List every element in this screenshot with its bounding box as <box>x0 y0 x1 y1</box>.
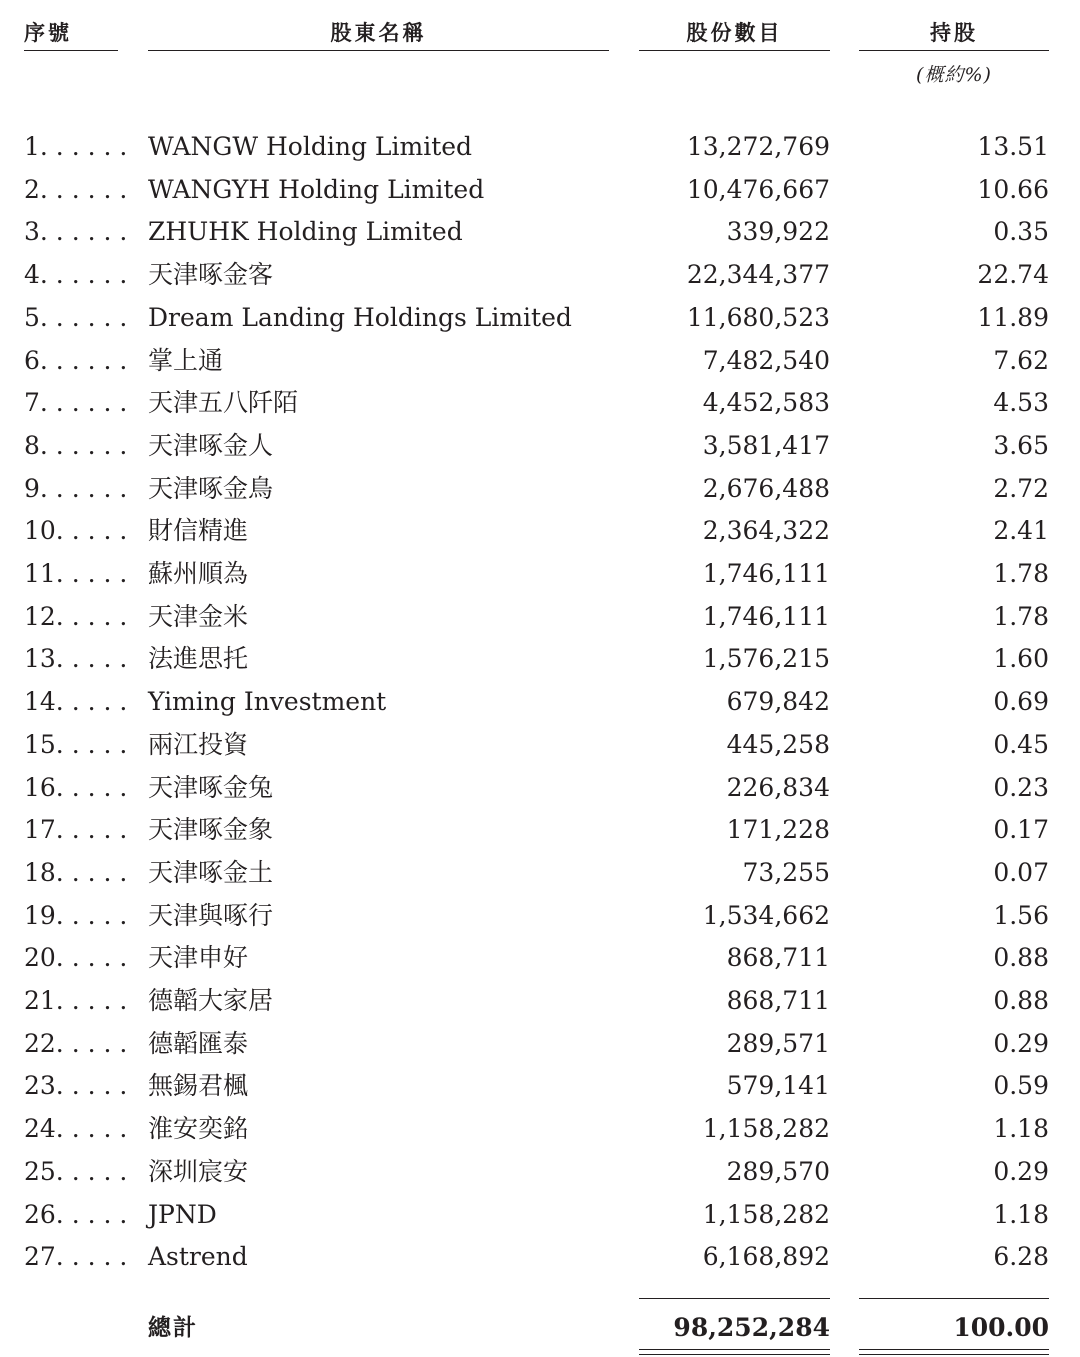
row-shareholder-name: 蘇州順為 <box>148 559 249 588</box>
row-shareholding-pct: 1.18 <box>993 1199 1049 1229</box>
row-share-count: 171,228 <box>726 815 830 845</box>
row-share-count: 2,364,322 <box>702 516 830 546</box>
row-seq: 23. . . . . <box>24 1071 128 1101</box>
row-shareholding-pct: 0.17 <box>993 815 1049 845</box>
row-seq: 14. . . . . <box>24 687 128 717</box>
row-seq: 9. . . . . . <box>24 473 128 503</box>
table-row <box>0 809 1080 851</box>
row-share-count: 868,711 <box>726 986 830 1015</box>
row-shareholding-pct: 1.18 <box>993 1114 1049 1144</box>
table-row <box>0 1108 1080 1150</box>
row-shareholding-pct: 1.78 <box>993 601 1049 631</box>
row-share-count: 13,272,769 <box>686 132 830 161</box>
row-shareholder-name: 德韜匯泰 <box>148 1028 249 1058</box>
row-seq: 26. . . . . <box>24 1199 128 1229</box>
row-share-count: 339,922 <box>726 217 830 247</box>
row-share-count: 579,141 <box>726 1071 830 1101</box>
row-seq: 17. . . . . <box>24 815 128 845</box>
row-shareholder-name: 深圳宸安 <box>148 1156 249 1186</box>
total-top-rule-pct <box>859 1298 1049 1299</box>
row-shareholding-pct: 0.88 <box>993 986 1049 1015</box>
row-share-count: 2,676,488 <box>702 473 830 503</box>
row-seq: 1. . . . . . <box>24 132 128 161</box>
row-shareholding-pct: 2.72 <box>993 473 1049 503</box>
row-shareholding-pct: 0.29 <box>993 1028 1049 1058</box>
header-shareholding-sub: (概約%) <box>916 64 992 86</box>
table-row <box>0 297 1080 339</box>
row-shareholder-name: 天津啄金土 <box>148 857 274 887</box>
row-shareholder-name: 兩江投資 <box>148 729 249 759</box>
row-seq: 16. . . . . <box>24 772 128 802</box>
row-share-count: 1,746,111 <box>702 601 830 631</box>
table-row <box>0 767 1080 809</box>
row-seq: 2. . . . . . <box>24 174 128 204</box>
row-shareholding-pct: 0.07 <box>993 857 1049 887</box>
row-shareholder-name: WANGYH Holding Limited <box>148 174 485 204</box>
row-shareholder-name: 天津啄金鳥 <box>148 473 274 503</box>
row-shareholding-pct: 0.59 <box>993 1071 1049 1101</box>
header-share-count: 股份數目 <box>639 18 830 51</box>
table-row <box>0 1194 1080 1236</box>
table-row <box>0 382 1080 424</box>
row-shareholding-pct: 1.56 <box>993 900 1049 930</box>
row-seq: 13. . . . . <box>24 644 128 674</box>
row-share-count: 679,842 <box>726 687 830 717</box>
total-double-rule-pct-1 <box>859 1349 1049 1350</box>
table-row <box>0 1236 1080 1278</box>
row-shareholder-name: 天津啄金象 <box>148 815 274 845</box>
table-row <box>0 1151 1080 1193</box>
row-seq: 18. . . . . <box>24 857 128 887</box>
table-row <box>0 596 1080 638</box>
row-share-count: 1,746,111 <box>702 559 830 588</box>
row-share-count: 7,482,540 <box>702 345 830 375</box>
row-shareholding-pct: 0.35 <box>993 217 1049 247</box>
row-share-count: 6,168,892 <box>702 1242 830 1272</box>
row-share-count: 1,158,282 <box>702 1114 830 1144</box>
row-shareholder-name: Dream Landing Holdings Limited <box>148 302 572 332</box>
table-row <box>0 638 1080 680</box>
table-row <box>0 211 1080 253</box>
row-shareholder-name: WANGW Holding Limited <box>148 132 473 161</box>
row-shareholder-name: JPND <box>148 1199 217 1229</box>
row-seq: 3. . . . . . <box>24 217 128 247</box>
total-pct: 100.00 <box>953 1313 1049 1342</box>
table-row <box>0 126 1080 168</box>
table-row <box>0 169 1080 211</box>
row-shareholder-name: 天津申好 <box>148 943 249 973</box>
row-seq: 6. . . . . . <box>24 345 128 375</box>
row-shareholder-name: 無錫君楓 <box>148 1071 249 1101</box>
total-double-rule-shares-2 <box>639 1354 830 1355</box>
row-shareholding-pct: 1.78 <box>993 559 1049 588</box>
row-shareholder-name: 淮安奕銘 <box>148 1114 249 1144</box>
row-shareholder-name: 天津啄金客 <box>148 260 274 290</box>
row-shareholding-pct: 1.60 <box>993 644 1049 674</box>
row-share-count: 11,680,523 <box>686 302 830 332</box>
row-share-count: 1,576,215 <box>702 644 830 674</box>
total-shares: 98,252,284 <box>673 1313 830 1342</box>
row-share-count: 289,570 <box>726 1156 830 1186</box>
row-share-count: 4,452,583 <box>702 388 830 418</box>
total-top-rule-shares <box>639 1298 830 1299</box>
row-shareholder-name: ZHUHK Holding Limited <box>148 217 463 247</box>
table-row <box>0 980 1080 1022</box>
row-shareholding-pct: 7.62 <box>993 345 1049 375</box>
row-share-count: 10,476,667 <box>686 174 830 204</box>
table-row <box>0 468 1080 510</box>
row-shareholder-name: 天津啄金兔 <box>148 772 274 802</box>
row-shareholder-name: 天津啄金人 <box>148 430 274 460</box>
row-shareholding-pct: 10.66 <box>977 174 1049 204</box>
row-share-count: 3,581,417 <box>702 430 830 460</box>
row-seq: 7. . . . . . <box>24 388 128 418</box>
row-share-count: 289,571 <box>726 1028 830 1058</box>
row-seq: 20. . . . . <box>24 943 128 973</box>
table-row <box>0 340 1080 382</box>
row-seq: 24. . . . . <box>24 1114 128 1144</box>
total-row <box>0 1307 1080 1349</box>
row-share-count: 22,344,377 <box>686 260 830 290</box>
row-seq: 19. . . . . <box>24 900 128 930</box>
row-shareholder-name: 德韜大家居 <box>148 986 274 1015</box>
row-seq: 12. . . . . <box>24 601 128 631</box>
table-row <box>0 553 1080 595</box>
row-share-count: 73,255 <box>742 857 830 887</box>
row-shareholding-pct: 22.74 <box>977 260 1049 290</box>
header-shareholding: 持股 <box>859 18 1049 51</box>
row-shareholding-pct: 11.89 <box>977 302 1049 332</box>
row-shareholding-pct: 0.88 <box>993 943 1049 973</box>
row-shareholder-name: Astrend <box>148 1242 248 1272</box>
row-seq: 27. . . . . <box>24 1242 128 1272</box>
row-shareholder-name: 掌上通 <box>148 345 224 375</box>
table-row <box>0 510 1080 552</box>
table-row <box>0 895 1080 937</box>
row-share-count: 226,834 <box>726 772 830 802</box>
total-double-rule-shares-1 <box>639 1349 830 1350</box>
row-seq: 8. . . . . . <box>24 430 128 460</box>
total-double-rule-pct-2 <box>859 1354 1049 1355</box>
header-seq: 序號 <box>24 18 118 51</box>
row-seq: 15. . . . . <box>24 729 128 759</box>
row-shareholding-pct: 0.69 <box>993 687 1049 717</box>
table-row <box>0 681 1080 723</box>
row-shareholder-name: 法進思托 <box>148 644 249 674</box>
row-shareholder-name: 天津金米 <box>148 601 249 631</box>
row-seq: 11. . . . . <box>24 559 128 588</box>
row-seq: 10. . . . . <box>24 516 128 546</box>
row-shareholder-name: 天津五八阡陌 <box>148 388 299 418</box>
row-shareholding-pct: 4.53 <box>993 388 1049 418</box>
row-shareholding-pct: 3.65 <box>993 430 1049 460</box>
row-seq: 4. . . . . . <box>24 260 128 290</box>
row-seq: 25. . . . . <box>24 1156 128 1186</box>
header-shareholder-name: 股東名稱 <box>148 18 609 51</box>
row-seq: 21. . . . . <box>24 986 128 1015</box>
row-share-count: 445,258 <box>726 729 830 759</box>
row-shareholder-name: 財信精進 <box>148 516 249 546</box>
table-row <box>0 425 1080 467</box>
row-seq: 5. . . . . . <box>24 302 128 332</box>
row-shareholder-name: 天津與啄行 <box>148 900 274 930</box>
table-row <box>0 852 1080 894</box>
table-row <box>0 1065 1080 1107</box>
table-row <box>0 937 1080 979</box>
row-shareholding-pct: 0.29 <box>993 1156 1049 1186</box>
row-shareholding-pct: 2.41 <box>993 516 1049 546</box>
row-seq: 22. . . . . <box>24 1028 128 1058</box>
total-label: 總計 <box>148 1315 198 1341</box>
row-shareholding-pct: 13.51 <box>977 132 1049 161</box>
table-row <box>0 1023 1080 1065</box>
row-share-count: 1,158,282 <box>702 1199 830 1229</box>
row-share-count: 868,711 <box>726 943 830 973</box>
row-shareholding-pct: 6.28 <box>993 1242 1049 1272</box>
table-row <box>0 724 1080 766</box>
table-row <box>0 254 1080 296</box>
row-shareholding-pct: 0.23 <box>993 772 1049 802</box>
row-shareholder-name: Yiming Investment <box>148 687 387 717</box>
row-shareholding-pct: 0.45 <box>993 729 1049 759</box>
row-share-count: 1,534,662 <box>702 900 830 930</box>
